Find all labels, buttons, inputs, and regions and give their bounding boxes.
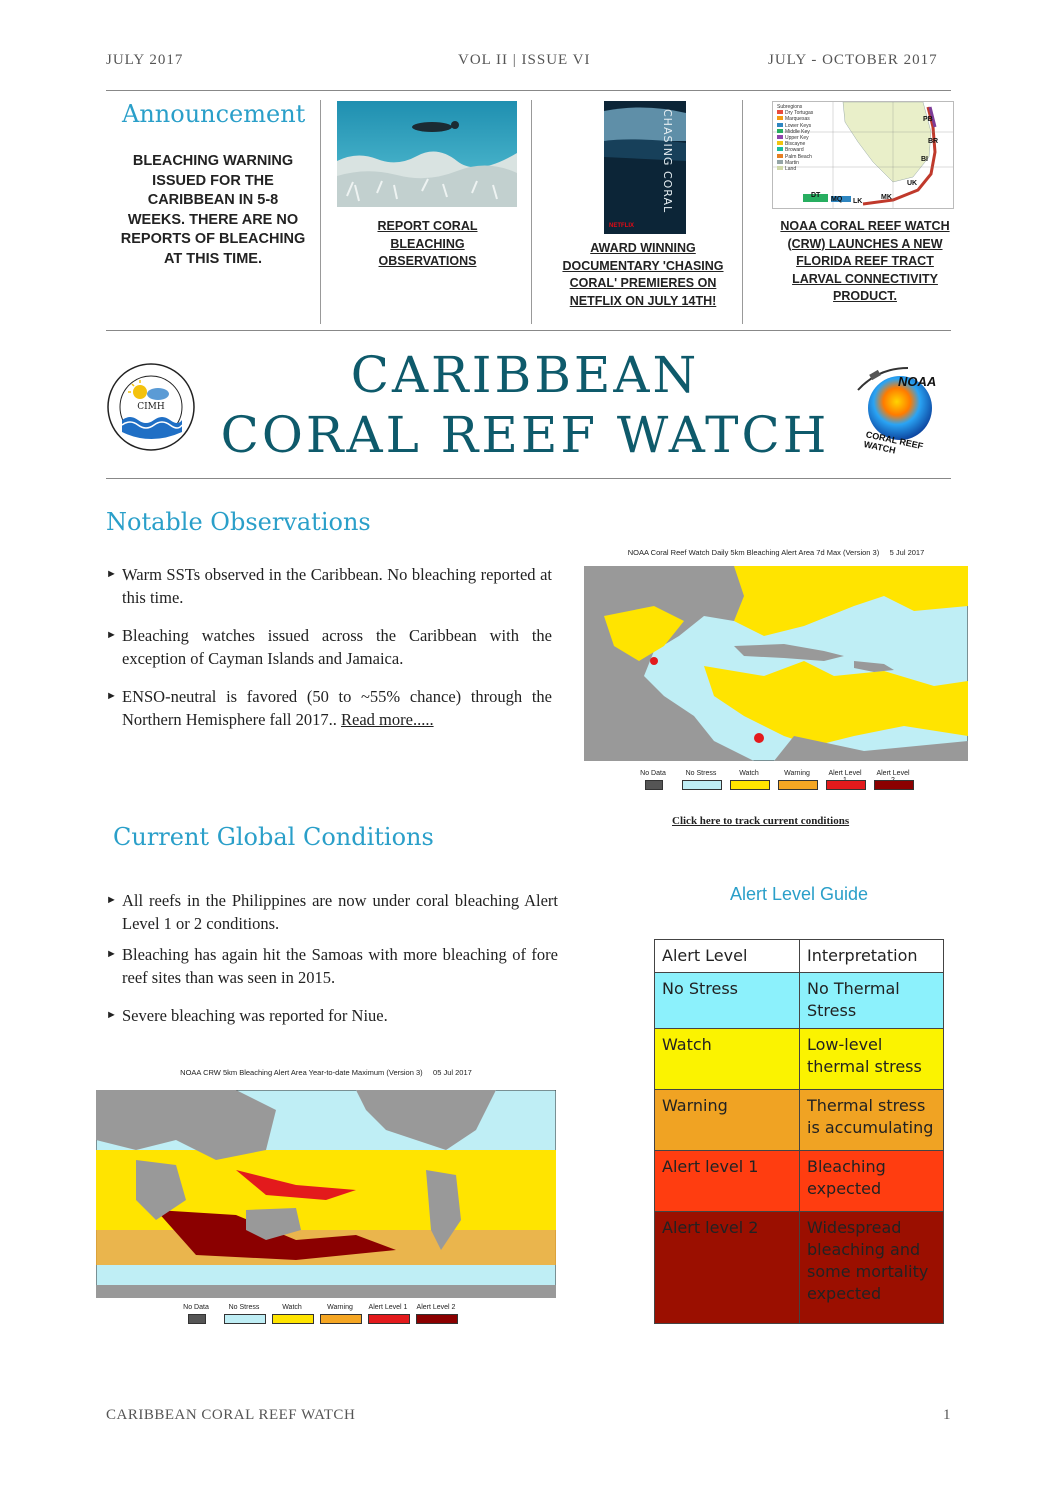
legend-swatch — [777, 135, 783, 139]
legend-label: No Stress — [685, 770, 717, 777]
legend-label: No Data — [183, 1304, 209, 1311]
legend-label: Alert Level — [876, 770, 910, 777]
map-region-label: MK — [881, 194, 892, 201]
list-item — [106, 889, 558, 935]
header-divider — [106, 90, 951, 91]
crw-ring-label: CORAL REEF WATCH — [862, 429, 925, 456]
header-period: JULY - OCTOBER 2017 — [768, 52, 938, 68]
legend-label: Broward — [785, 147, 804, 154]
bullet-arrow-icon: ► — [106, 629, 117, 641]
legend-swatch — [224, 1314, 266, 1324]
alert-level-cell: No Stress — [655, 973, 800, 1029]
list-item — [106, 943, 558, 989]
column-divider — [320, 100, 321, 324]
map-region-label: BI — [921, 156, 928, 163]
global-alert-map — [96, 1068, 556, 1330]
alert-level-cell: Alert level 2 — [655, 1212, 800, 1324]
interpretation-cell: Thermal stress is accumulating — [800, 1090, 944, 1151]
legend-swatch — [874, 780, 914, 790]
legend-swatch — [730, 780, 770, 790]
map-region-label: MQ — [831, 196, 843, 203]
legend-label: Upper Key — [785, 135, 809, 142]
caribbean-map-legend — [634, 770, 954, 788]
legend-swatch — [188, 1314, 206, 1324]
bullet-text: All reefs in the Philippines are now under coral bleaching Alert Level 1 or 2 conditions. — [122, 891, 558, 933]
global-map-legend — [176, 1304, 556, 1326]
table-row — [655, 973, 944, 1029]
list-item — [106, 563, 552, 609]
cimh-logo — [106, 362, 196, 452]
legend-swatch — [777, 141, 783, 145]
noaa-label: NOAA — [898, 374, 937, 389]
masthead-line-2: CORAL REEF WATCH — [220, 406, 830, 464]
legend-label: Palm Beach — [785, 153, 812, 160]
legend-label: No Data — [640, 770, 666, 777]
legend-label: Martin — [785, 159, 799, 166]
florida-map-legend — [777, 104, 813, 172]
footer-title: CARIBBEAN CORAL REEF WATCH — [106, 1407, 356, 1423]
legend-label: Dry Tortugas — [785, 110, 814, 117]
bullet-arrow-icon: ► — [106, 568, 117, 580]
read-more-link[interactable]: Read more..... — [341, 710, 434, 729]
global-map-title: NOAA CRW 5km Bleaching Alert Area Year-to-date Maximum (Version 3) 05 Jul 2017 — [180, 1068, 472, 1077]
documentary-poster[interactable] — [604, 101, 686, 234]
legend-label: Marquesas — [785, 116, 810, 123]
global-conditions-list — [106, 889, 558, 1042]
legend-label: Warning — [327, 1304, 353, 1311]
interpretation-cell: No Thermal Stress — [800, 973, 944, 1029]
legend-label: Alert Level 2 — [416, 1304, 456, 1311]
table-header-row — [655, 940, 944, 973]
legend-swatch — [777, 116, 783, 120]
legend-swatch — [416, 1314, 458, 1324]
bullet-text: Bleaching watches issued across the Caribbean with the exception of Cayman Islands and Jamaica. — [122, 626, 552, 668]
bullet-arrow-icon: ► — [106, 948, 117, 960]
table-row — [655, 1212, 944, 1324]
table-row — [655, 1090, 944, 1151]
interpretation-cell: Low-level thermal stress — [800, 1029, 944, 1090]
florida-legend-title: Subregions — [777, 104, 803, 110]
masthead-line-1: CARIBBEAN — [350, 346, 700, 404]
legend-swatch — [777, 154, 783, 158]
legend-swatch — [778, 780, 818, 790]
header-cell: Alert Level — [655, 940, 800, 973]
legend-label: Alert Level — [828, 770, 862, 777]
interpretation-cell: Widespread bleaching and some mortality expected — [800, 1212, 944, 1324]
legend-swatch — [777, 166, 783, 170]
announcement-title: Announcement — [122, 100, 306, 128]
announcement-text: BLEACHING WARNING ISSUED FOR THE CARIBBEAN IN 5-8 WEEKS. THERE ARE NO REPORTS OF BLEACHING AT THIS TIME. — [120, 153, 306, 267]
announcement-divider — [106, 330, 951, 331]
table-row — [655, 1029, 944, 1090]
table-row — [655, 1151, 944, 1212]
notable-observations-list — [106, 563, 552, 746]
map-region-label: LK — [853, 198, 863, 205]
legend-swatch — [645, 780, 662, 790]
legend-swatch — [777, 110, 783, 114]
report-bleaching-link[interactable]: REPORT CORAL BLEACHING OBSERVATIONS — [377, 219, 478, 268]
bullet-text: Bleaching has again hit the Samoas with more bleaching of fore reef sites than was seen in 2015. — [122, 945, 558, 987]
caribbean-alert-map — [584, 548, 968, 788]
alert-level-cell: Warning — [655, 1090, 800, 1151]
header-issue: VOL II | ISSUE VI — [458, 52, 591, 68]
legend-swatch — [777, 147, 783, 151]
alert-guide-heading: Alert Level Guide — [729, 884, 869, 904]
interpretation-cell: Bleaching expected — [800, 1151, 944, 1212]
florida-reef-map[interactable] — [772, 101, 954, 209]
masthead-divider — [106, 478, 951, 479]
alert-level-table — [654, 939, 944, 1324]
bullet-text: Warm SSTs observed in the Caribbean. No bleaching reported at this time. — [122, 565, 552, 607]
column-divider — [531, 100, 532, 324]
global-conditions-heading: Current Global Conditions — [113, 823, 434, 851]
legend-label: No Stress — [228, 1304, 260, 1311]
map-region-label: DT — [811, 192, 821, 199]
legend-label: Lower Keys — [785, 122, 812, 129]
list-item — [106, 685, 552, 731]
crw-larval-link[interactable]: NOAA CORAL REEF WATCH (CRW) LAUNCHES A NEW FLORIDA REEF TRACT LARVAL CONNECTIVITY PRODUCT. — [780, 219, 950, 303]
bullet-arrow-icon: ► — [106, 894, 117, 906]
cimh-label: CIMH — [137, 402, 165, 412]
diver-photo[interactable] — [337, 101, 517, 207]
legend-swatch — [777, 129, 783, 133]
bullet-text: ENSO-neutral is favored (50 to ~55% chance) through the Northern Hemisphere fall 2017.. — [122, 687, 552, 729]
page-number: 1 — [943, 1407, 951, 1423]
poster-title: CHASING CORAL — [661, 109, 674, 214]
legend-swatch — [368, 1314, 410, 1324]
alert-level-cell: Alert level 1 — [655, 1151, 800, 1212]
map-region-label: PB — [923, 116, 933, 123]
legend-swatch — [826, 780, 866, 790]
legend-label: Land — [785, 166, 797, 173]
florida-legend-items — [777, 110, 813, 172]
legend-label: Middle Key — [785, 128, 810, 135]
header-date: JULY 2017 — [106, 52, 184, 68]
bullet-text: Severe bleaching was reported for Niue. — [122, 1006, 388, 1025]
caribbean-map-title: NOAA Coral Reef Watch Daily 5km Bleaching Alert Area 7d Max (Version 3) 5 Jul 2017 — [627, 548, 925, 557]
legend-label: Alert Level 1 — [368, 1304, 408, 1311]
legend-label: Warning — [784, 770, 810, 777]
legend-label: Biscayne — [785, 141, 806, 148]
map-region-label: BR — [928, 138, 939, 145]
column-divider — [742, 100, 743, 324]
legend-label: Watch — [282, 1304, 302, 1311]
documentary-link[interactable]: AWARD WINNING DOCUMENTARY 'CHASING CORAL' PREMIERES ON NETFLIX ON JULY 14TH! — [562, 241, 724, 308]
legend-swatch — [777, 123, 783, 127]
header-cell: Interpretation — [800, 940, 944, 973]
notable-observations-heading: Notable Observations — [106, 508, 371, 536]
legend-swatch — [320, 1314, 362, 1324]
legend-swatch — [272, 1314, 314, 1324]
track-conditions-link[interactable]: Click here to track current conditions — [672, 815, 850, 827]
legend-label: Watch — [739, 770, 759, 777]
list-item — [106, 1004, 558, 1027]
bullet-arrow-icon: ► — [106, 1009, 117, 1021]
noaa-crw-logo — [848, 360, 950, 460]
netflix-logo: NETFLIX — [609, 223, 634, 229]
bullet-arrow-icon: ► — [106, 690, 117, 702]
legend-swatch — [777, 160, 783, 164]
alert-level-cell: Watch — [655, 1029, 800, 1090]
list-item — [106, 624, 552, 670]
legend-swatch — [682, 780, 722, 790]
map-region-label: UK — [907, 180, 918, 187]
florida-legend-item — [777, 166, 813, 172]
